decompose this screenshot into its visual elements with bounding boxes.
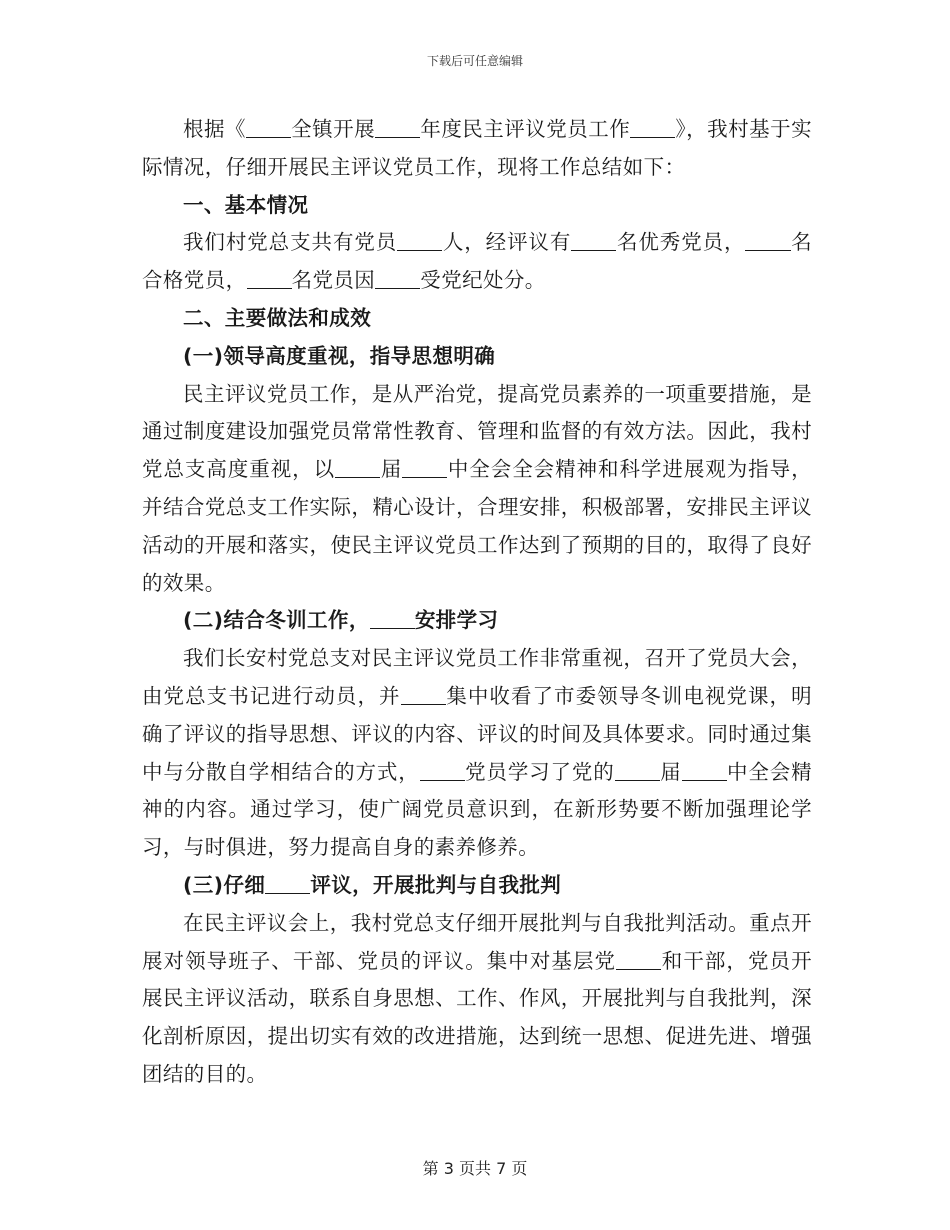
text-run: (二)结合冬训工作， (183, 608, 370, 633)
body-paragraph (142, 111, 812, 187)
text-run: (三)仔细 (183, 872, 266, 897)
text-run: 一、基本情况 (183, 192, 309, 217)
blank-underline (615, 759, 660, 781)
blank-underline (375, 268, 420, 290)
blank-underline (265, 872, 310, 894)
blank-underline (335, 457, 380, 479)
blank-underline (571, 230, 616, 252)
blank-underline (247, 268, 292, 290)
blank-underline (375, 117, 420, 139)
blank-underline (616, 948, 661, 970)
section-heading (142, 602, 812, 640)
body-paragraph (142, 905, 812, 1094)
text-run: 在民主评议会上，我村党总支仔细开展批判与自我批判活动。重点开展对领导班子、干部、党员的评议。集中对基层党 (142, 910, 812, 973)
section-heading (142, 867, 812, 905)
text-run: 民主评议党员工作，是从严治党，提高党员素养的一项重要措施，是通过制度建设加强党员常常性教育、管理和监督的有效方法。因此，我村党总支高度重视，以 (142, 381, 812, 482)
blank-underline (246, 117, 291, 139)
blank-underline (630, 117, 675, 139)
section-heading (142, 187, 812, 225)
body-paragraph (142, 224, 812, 300)
text-run: 届 (659, 759, 682, 784)
text-run: 中全会精神的内容。通过学习，使广阔党员意识到，在新形势要不断加强理论学习，与时俱进，努力提高自身的素养修养。 (142, 759, 812, 860)
body-paragraph (142, 640, 812, 867)
text-run: 全镇开展 (291, 117, 376, 141)
text-run: 人，经评议有 (442, 230, 572, 255)
text-run: 评议，开展批判与自我批判 (310, 872, 562, 897)
text-run: 受党纪处分。 (420, 268, 546, 293)
section-heading (142, 338, 812, 376)
text-run: 党员学习了党的 (464, 759, 615, 784)
blank-underline (420, 759, 465, 781)
text-run: 集中收看了市委领导冬训电视党课，明确了评议的指导思想、评议的内容、评议的时间及具体要求。同时通过集中与分散自学相结合的方式， (142, 683, 812, 784)
text-run: 根据《 (183, 117, 246, 141)
text-run: 我们村党总支共有党员 (183, 230, 398, 255)
text-run: 中全会全会精神和科学进展观为指导，并结合党总支工作实际，精心设计，合理安排，积极部署，安排民主评议活动的开展和落实，使民主评议党员工作达到了预期的目的，取得了良好的效果。 (142, 457, 812, 595)
text-run: 二、主要做法和成效 (183, 305, 372, 330)
text-run: (一)领导高度重视，指导思想明确 (183, 343, 496, 368)
document-body (142, 111, 812, 1094)
section-heading (142, 300, 812, 338)
text-run: 届 (380, 457, 403, 482)
text-run: 安排学习 (414, 608, 499, 633)
blank-underline (745, 230, 790, 252)
blank-underline (397, 230, 442, 252)
blank-underline (401, 684, 446, 706)
text-run: 名优秀党员， (616, 230, 746, 255)
blank-underline (682, 759, 727, 781)
text-run: 》，我村基于实际情况，仔细开展民主评议党员工作，现将工作总结如下： (142, 117, 813, 179)
body-paragraph (142, 376, 812, 603)
text-run: 名党员因 (291, 268, 376, 293)
text-run: 和干部，党员开展民主评议活动，联系自身思想、工作、作风，开展批判与自我批判，深化剖析原因，提出切实有效的改进措施，达到统一思想、促进先进、增强团结的目的。 (142, 948, 812, 1086)
text-run: 名合格党员， (142, 230, 812, 293)
header-note: 下载后可任意编辑 (426, 54, 523, 68)
page-number: 第 3 页共 7 页 (422, 1159, 528, 1178)
blank-underline (402, 457, 447, 479)
blank-underline (370, 608, 415, 630)
text-run: 年度民主评议党员工作 (420, 117, 631, 141)
text-run: 我们长安村党总支对民主评议党员工作非常重视，召开了党员大会，由党总支书记进行动员，并 (142, 646, 812, 708)
